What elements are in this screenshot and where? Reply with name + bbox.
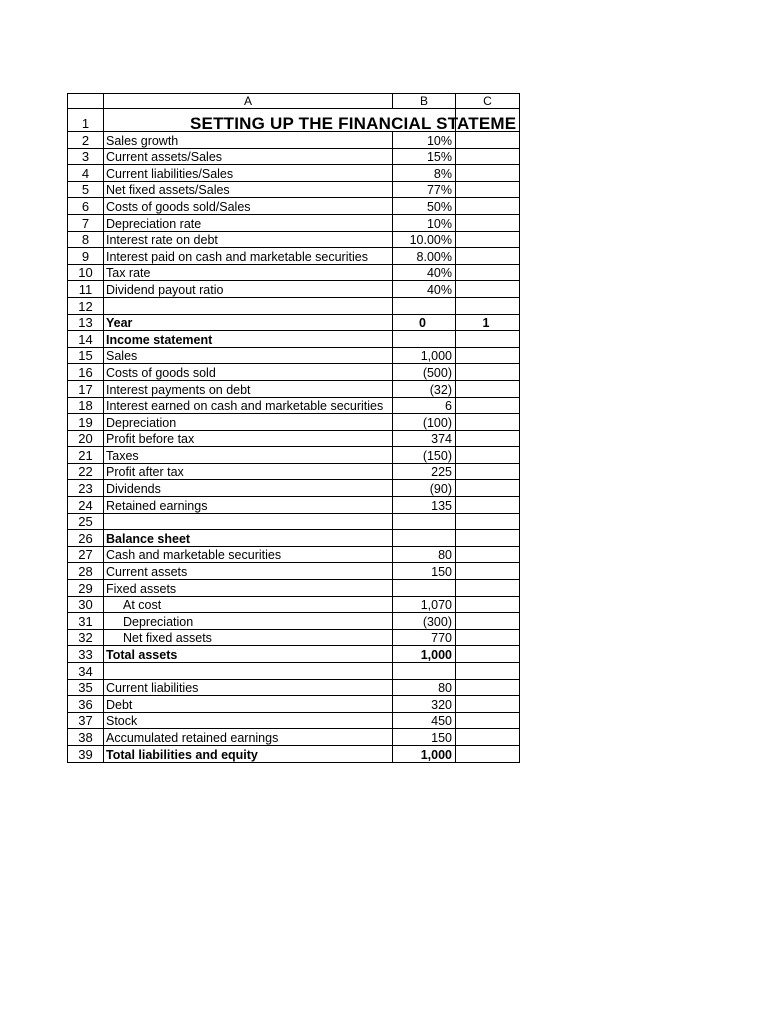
value-cell-c[interactable] [456, 447, 520, 464]
value-cell-b[interactable] [393, 297, 456, 314]
value-cell-b[interactable]: 1,000 [393, 646, 456, 663]
row-label-cell[interactable]: Depreciation [104, 414, 393, 431]
value-cell-b[interactable]: 150 [393, 729, 456, 746]
row-label-cell[interactable]: Stock [104, 712, 393, 729]
row-number[interactable]: 23 [68, 480, 104, 497]
row-label-cell[interactable]: Taxes [104, 447, 393, 464]
value-cell-b[interactable]: (150) [393, 447, 456, 464]
value-cell-c[interactable] [456, 530, 520, 547]
row-number[interactable]: 31 [68, 613, 104, 630]
value-cell-b[interactable]: (300) [393, 613, 456, 630]
value-cell-b[interactable]: 77% [393, 181, 456, 198]
row-label-cell[interactable]: Cash and marketable securities [104, 546, 393, 563]
row-number[interactable]: 37 [68, 712, 104, 729]
row-number[interactable]: 38 [68, 729, 104, 746]
corner-cell[interactable] [68, 94, 104, 109]
row-number[interactable]: 39 [68, 745, 104, 762]
row-number[interactable]: 7 [68, 214, 104, 231]
value-cell-b[interactable] [393, 663, 456, 680]
sheet-row [68, 165, 520, 182]
value-cell-b[interactable]: 15% [393, 148, 456, 165]
spreadsheet [67, 93, 520, 763]
row-label-cell[interactable]: Current liabilities [104, 679, 393, 696]
column-header-c[interactable]: C [456, 94, 520, 109]
sheet-row [68, 712, 520, 729]
row-label-cell[interactable]: Year [104, 314, 393, 331]
sheet-row [68, 563, 520, 580]
row-label-cell[interactable]: Balance sheet [104, 530, 393, 547]
sheet-row [68, 414, 520, 431]
value-cell-b[interactable]: 10.00% [393, 231, 456, 248]
row-label-cell[interactable]: Total liabilities and equity [104, 745, 393, 762]
row-label-cell[interactable]: Accumulated retained earnings [104, 729, 393, 746]
sheet-row [68, 463, 520, 480]
row-number[interactable]: 5 [68, 181, 104, 198]
value-cell-b[interactable]: 374 [393, 430, 456, 447]
value-cell-c[interactable] [456, 596, 520, 613]
value-cell-c[interactable] [456, 181, 520, 198]
value-cell-b[interactable]: 135 [393, 497, 456, 514]
value-cell-c[interactable] [456, 463, 520, 480]
value-cell-b[interactable]: 1,000 [393, 745, 456, 762]
value-cell-c[interactable] [456, 580, 520, 597]
row-label-cell[interactable]: Retained earnings [104, 497, 393, 514]
sheet-row [68, 347, 520, 364]
sheet-row [68, 613, 520, 630]
sheet-row [68, 314, 520, 331]
sheet-row [68, 397, 520, 414]
title-row [68, 109, 520, 132]
value-cell-b[interactable]: 0 [393, 314, 456, 331]
row-label-cell[interactable]: Depreciation [104, 613, 393, 630]
sheet-row [68, 281, 520, 298]
value-cell-b[interactable] [393, 331, 456, 348]
row-label-cell[interactable]: Income statement [104, 331, 393, 348]
sheet-row [68, 331, 520, 348]
value-cell-c[interactable] [456, 679, 520, 696]
value-cell-c[interactable] [456, 264, 520, 281]
row-number[interactable]: 15 [68, 347, 104, 364]
sheet-row [68, 264, 520, 281]
value-cell-c[interactable] [456, 646, 520, 663]
row-label-cell[interactable]: Tax rate [104, 264, 393, 281]
value-cell-c[interactable] [456, 198, 520, 215]
row-label-cell[interactable]: Dividends [104, 480, 393, 497]
row-label-cell[interactable]: Costs of goods sold/Sales [104, 198, 393, 215]
row-label-cell[interactable]: Profit before tax [104, 430, 393, 447]
value-cell-b[interactable]: 6 [393, 397, 456, 414]
row-label-cell[interactable]: Dividend payout ratio [104, 281, 393, 298]
row-number[interactable]: 22 [68, 463, 104, 480]
row-label-cell[interactable]: At cost [104, 596, 393, 613]
value-cell-c[interactable] [456, 281, 520, 298]
value-cell-b[interactable]: (100) [393, 414, 456, 431]
value-cell-c[interactable] [456, 380, 520, 397]
row-label-cell[interactable]: Net fixed assets [104, 629, 393, 646]
value-cell-b[interactable]: 1,070 [393, 596, 456, 613]
row-label-cell[interactable] [104, 513, 393, 530]
row-number[interactable]: 3 [68, 148, 104, 165]
row-label-cell[interactable]: Debt [104, 696, 393, 713]
row-number[interactable]: 30 [68, 596, 104, 613]
row-number[interactable]: 34 [68, 663, 104, 680]
row-number[interactable]: 9 [68, 248, 104, 265]
row-number[interactable]: 28 [68, 563, 104, 580]
row-label-cell[interactable]: Costs of goods sold [104, 364, 393, 381]
row-label-cell[interactable]: Interest earned on cash and marketable securities [104, 397, 393, 414]
row-label-cell[interactable] [104, 663, 393, 680]
value-cell-c[interactable] [456, 663, 520, 680]
sheet-row [68, 646, 520, 663]
row-number[interactable]: 4 [68, 165, 104, 182]
row-number[interactable]: 19 [68, 414, 104, 431]
column-header-a[interactable]: A [104, 94, 393, 109]
value-cell-b[interactable] [393, 530, 456, 547]
value-cell-b[interactable]: 10% [393, 214, 456, 231]
row-number[interactable]: 11 [68, 281, 104, 298]
sheet-row [68, 629, 520, 646]
value-cell-b[interactable]: (32) [393, 380, 456, 397]
value-cell-c[interactable] [456, 563, 520, 580]
sheet-row [68, 480, 520, 497]
row-label-cell[interactable]: Total assets [104, 646, 393, 663]
row-label-cell[interactable]: Fixed assets [104, 580, 393, 597]
value-cell-b[interactable]: 50% [393, 198, 456, 215]
row-label-cell[interactable]: Interest paid on cash and marketable securities [104, 248, 393, 265]
sheet-row [68, 497, 520, 514]
row-number[interactable]: 27 [68, 546, 104, 563]
sheet-row [68, 248, 520, 265]
row-number[interactable]: 16 [68, 364, 104, 381]
value-cell-c[interactable] [456, 297, 520, 314]
value-cell-c[interactable] [456, 231, 520, 248]
value-cell-c[interactable] [456, 629, 520, 646]
value-cell-c[interactable] [456, 148, 520, 165]
sheet-row [68, 729, 520, 746]
sheet-row [68, 530, 520, 547]
sheet-title: SETTING UP THE FINANCIAL STATEME [190, 114, 517, 133]
value-cell-b[interactable]: 80 [393, 679, 456, 696]
value-cell-b[interactable]: 150 [393, 563, 456, 580]
value-cell-b[interactable] [393, 580, 456, 597]
row-number[interactable]: 25 [68, 513, 104, 530]
title-cell[interactable] [104, 109, 517, 133]
value-cell-b[interactable] [393, 513, 456, 530]
sheet-row [68, 546, 520, 563]
sheet-row [68, 214, 520, 231]
row-number[interactable]: 18 [68, 397, 104, 414]
value-cell-c[interactable] [456, 397, 520, 414]
value-cell-c[interactable] [456, 430, 520, 447]
value-cell-b[interactable]: 320 [393, 696, 456, 713]
value-cell-b[interactable]: 8.00% [393, 248, 456, 265]
value-cell-c[interactable] [456, 546, 520, 563]
value-cell-c[interactable] [456, 480, 520, 497]
value-cell-c[interactable] [456, 132, 520, 149]
row-number[interactable]: 1 [68, 109, 104, 132]
row-number[interactable]: 20 [68, 430, 104, 447]
value-cell-c[interactable] [456, 414, 520, 431]
sheet-row [68, 663, 520, 680]
value-cell-c[interactable] [456, 729, 520, 746]
sheet-row [68, 447, 520, 464]
value-cell-b[interactable]: (500) [393, 364, 456, 381]
value-cell-b[interactable]: 80 [393, 546, 456, 563]
sheet-row [68, 430, 520, 447]
value-cell-c[interactable] [456, 513, 520, 530]
row-label-cell[interactable]: Net fixed assets/Sales [104, 181, 393, 198]
row-number[interactable]: 21 [68, 447, 104, 464]
row-label-cell[interactable]: Interest rate on debt [104, 231, 393, 248]
sheet-row [68, 380, 520, 397]
sheet-row [68, 513, 520, 530]
value-cell-b[interactable]: 40% [393, 264, 456, 281]
row-number[interactable]: 8 [68, 231, 104, 248]
sheet-row [68, 364, 520, 381]
row-label-cell[interactable]: Sales growth [104, 132, 393, 149]
value-cell-c[interactable] [456, 165, 520, 182]
row-number[interactable]: 35 [68, 679, 104, 696]
row-label-cell[interactable]: Sales [104, 347, 393, 364]
row-label-cell[interactable]: Current assets [104, 563, 393, 580]
value-cell-c[interactable] [456, 745, 520, 762]
value-cell-b[interactable]: 770 [393, 629, 456, 646]
sheet-row [68, 181, 520, 198]
sheet-row [68, 198, 520, 215]
value-cell-c[interactable] [456, 214, 520, 231]
value-cell-c[interactable]: 1 [456, 314, 520, 331]
row-number[interactable]: 17 [68, 380, 104, 397]
sheet-row [68, 696, 520, 713]
row-label-cell[interactable] [104, 297, 393, 314]
sheet-row [68, 148, 520, 165]
value-cell-b[interactable]: 40% [393, 281, 456, 298]
sheet-row [68, 596, 520, 613]
value-cell-c[interactable] [456, 248, 520, 265]
row-number[interactable]: 14 [68, 331, 104, 348]
row-label-cell[interactable]: Profit after tax [104, 463, 393, 480]
value-cell-b[interactable]: 450 [393, 712, 456, 729]
sheet-row [68, 132, 520, 149]
value-cell-b[interactable]: (90) [393, 480, 456, 497]
value-cell-c[interactable] [456, 613, 520, 630]
row-label-cell[interactable]: Current liabilities/Sales [104, 165, 393, 182]
row-label-cell[interactable]: Current assets/Sales [104, 148, 393, 165]
row-number[interactable]: 36 [68, 696, 104, 713]
column-header-row [68, 94, 520, 109]
value-cell-b[interactable]: 1,000 [393, 347, 456, 364]
value-cell-b[interactable]: 8% [393, 165, 456, 182]
value-cell-c[interactable] [456, 347, 520, 364]
column-header-b[interactable]: B [393, 94, 456, 109]
row-label-cell[interactable]: Interest payments on debt [104, 380, 393, 397]
row-number[interactable]: 26 [68, 530, 104, 547]
sheet-row [68, 231, 520, 248]
sheet-row [68, 297, 520, 314]
sheet-row [68, 580, 520, 597]
value-cell-c[interactable] [456, 712, 520, 729]
sheet-row [68, 745, 520, 762]
value-cell-c[interactable] [456, 696, 520, 713]
value-cell-c[interactable] [456, 364, 520, 381]
row-number[interactable]: 32 [68, 629, 104, 646]
row-number[interactable]: 33 [68, 646, 104, 663]
row-number[interactable]: 10 [68, 264, 104, 281]
row-number[interactable]: 12 [68, 297, 104, 314]
value-cell-c[interactable] [456, 331, 520, 348]
row-number[interactable]: 6 [68, 198, 104, 215]
row-number[interactable]: 13 [68, 314, 104, 331]
row-number[interactable]: 24 [68, 497, 104, 514]
row-number[interactable]: 29 [68, 580, 104, 597]
value-cell-b[interactable]: 10% [393, 132, 456, 149]
row-number[interactable]: 2 [68, 132, 104, 149]
value-cell-c[interactable] [456, 497, 520, 514]
row-label-cell[interactable]: Depreciation rate [104, 214, 393, 231]
value-cell-b[interactable]: 225 [393, 463, 456, 480]
sheet-row [68, 679, 520, 696]
